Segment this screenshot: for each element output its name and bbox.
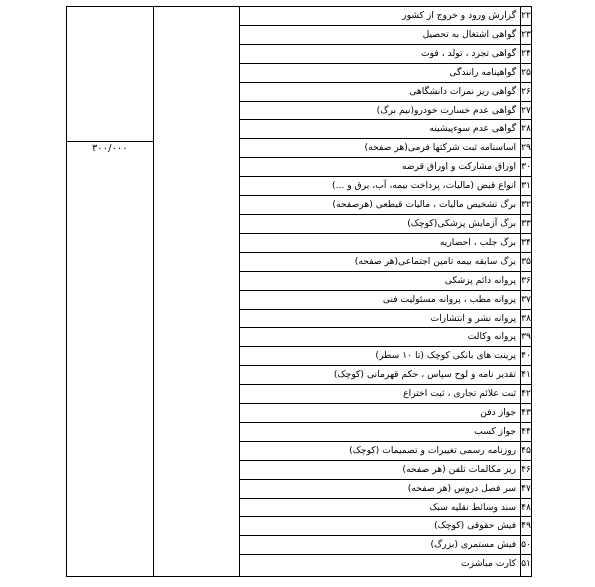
row-number: ۳۲ xyxy=(521,196,531,215)
row-title: تقدیر نامه و لوح سپاس ، حکم قهرمانی (کوچک) xyxy=(240,366,520,385)
row-title: گزارش ورود و خروج از کشور xyxy=(240,7,520,26)
row-number: ۴۴ xyxy=(521,423,531,442)
row-title: برگ آزمایش پزشکی(کوچک) xyxy=(240,215,520,234)
row-title: برگ تشخیص مالیات ، مالیات قیطعی (هرصفحه) xyxy=(240,196,520,215)
row-number: ۲۴ xyxy=(521,45,531,64)
row-title: پروانه دائم پزشکی xyxy=(240,272,520,291)
row-title: اساسنامه ثبت شرکتها فرمی(هر صفحه) xyxy=(240,139,520,158)
row-title: ریز مکالمات تلفن (هر صفحه) xyxy=(240,461,520,480)
row-number: ۲۶ xyxy=(521,83,531,102)
row-title: گواهی عدم خسارت خودرو(نیم برگ) xyxy=(240,102,520,121)
row-title: گواهی ریز نمرات دانشگاهی xyxy=(240,83,520,102)
row-number: ۵۰ xyxy=(521,536,531,555)
row-title: برگ سابقه بیمه تامین اجتماعی(هر صفحه) xyxy=(240,253,520,272)
number-column xyxy=(521,7,531,576)
row-number: ۳۰ xyxy=(521,158,531,177)
row-number: ۲۲ xyxy=(521,7,531,26)
blank-column xyxy=(154,7,241,576)
row-number: ۳۳ xyxy=(521,215,531,234)
row-title: پروانه نشر و انتشارات xyxy=(240,310,520,329)
price-divider xyxy=(67,141,153,142)
row-number: ۳۵ xyxy=(521,253,531,272)
row-number: ۲۳ xyxy=(521,26,531,45)
row-title: پروانه وکالت xyxy=(240,328,520,347)
row-title: گواهینامه رانندگی xyxy=(240,64,520,83)
row-title: سر فصل دروس (هر صفحه) xyxy=(240,480,520,499)
row-number: ۴۱ xyxy=(521,366,531,385)
row-number: ۴۷ xyxy=(521,480,531,499)
row-number: ۳۸ xyxy=(521,310,531,329)
row-title: ثبت علائم تجاری ، ثبت اختراع xyxy=(240,385,520,404)
row-title: پرینت های بانکی کوچک (تا ۱۰ سطر) xyxy=(240,347,520,366)
row-number: ۳۹ xyxy=(521,328,531,347)
row-number: ۴۲ xyxy=(521,385,531,404)
row-number: ۲۵ xyxy=(521,64,531,83)
row-title: گواهی عدم سوءپیشینه xyxy=(240,120,520,139)
row-title: گواهی اشتغال به تحصیل xyxy=(240,26,520,45)
price-column xyxy=(67,7,154,576)
row-number: ۲۷ xyxy=(521,102,531,121)
row-number: ۴۰ xyxy=(521,347,531,366)
row-title: کارت مباشرت xyxy=(461,558,517,570)
row-number: ۳۱ xyxy=(521,177,531,196)
row-title: برگ جلب ، احضاریه xyxy=(240,234,520,253)
row-number: ۴۹ xyxy=(521,517,531,536)
row-number: ۳۶ xyxy=(521,272,531,291)
row-title: روزنامه رسمی تغییرات و تصمیمات (کوچک) xyxy=(240,442,520,461)
row-number: ۳۴ xyxy=(521,234,531,253)
row-title: فیش حقوقی (کوچک) xyxy=(240,517,520,536)
row-number: ۴۵ xyxy=(521,442,531,461)
price-value: ۳۰۰/۰۰۰ xyxy=(92,143,128,154)
row-title: انواع قبض (مالیات، پرداخت بیمه، آب، برق و ...) xyxy=(240,177,520,196)
title-column xyxy=(240,7,521,576)
row-title: فیش مستمری (بزرگ) xyxy=(240,536,520,555)
row-title: جواز دفن xyxy=(240,404,520,423)
row-number: ۴۸ xyxy=(521,499,531,518)
row-title: گواهی تجرد ، تولد ، فوت xyxy=(240,45,520,64)
row-title: سند وسائط نقلیه سبک xyxy=(240,499,520,518)
row-number: ۵۱ xyxy=(521,558,531,570)
row-number: ۴۶ xyxy=(521,461,531,480)
price-table xyxy=(66,6,532,577)
row-title: اوراق مشارکت و اوراق قرضه xyxy=(240,158,520,177)
row-number: ۳۷ xyxy=(521,291,531,310)
row-number: ۲۸ xyxy=(521,120,531,139)
row-number: ۲۹ xyxy=(521,139,531,158)
row-number: ۴۳ xyxy=(521,404,531,423)
row-title: پروانه مطب ، پروانه مسئولیت فنی xyxy=(240,291,520,310)
row-title: جواز کسب xyxy=(240,423,520,442)
